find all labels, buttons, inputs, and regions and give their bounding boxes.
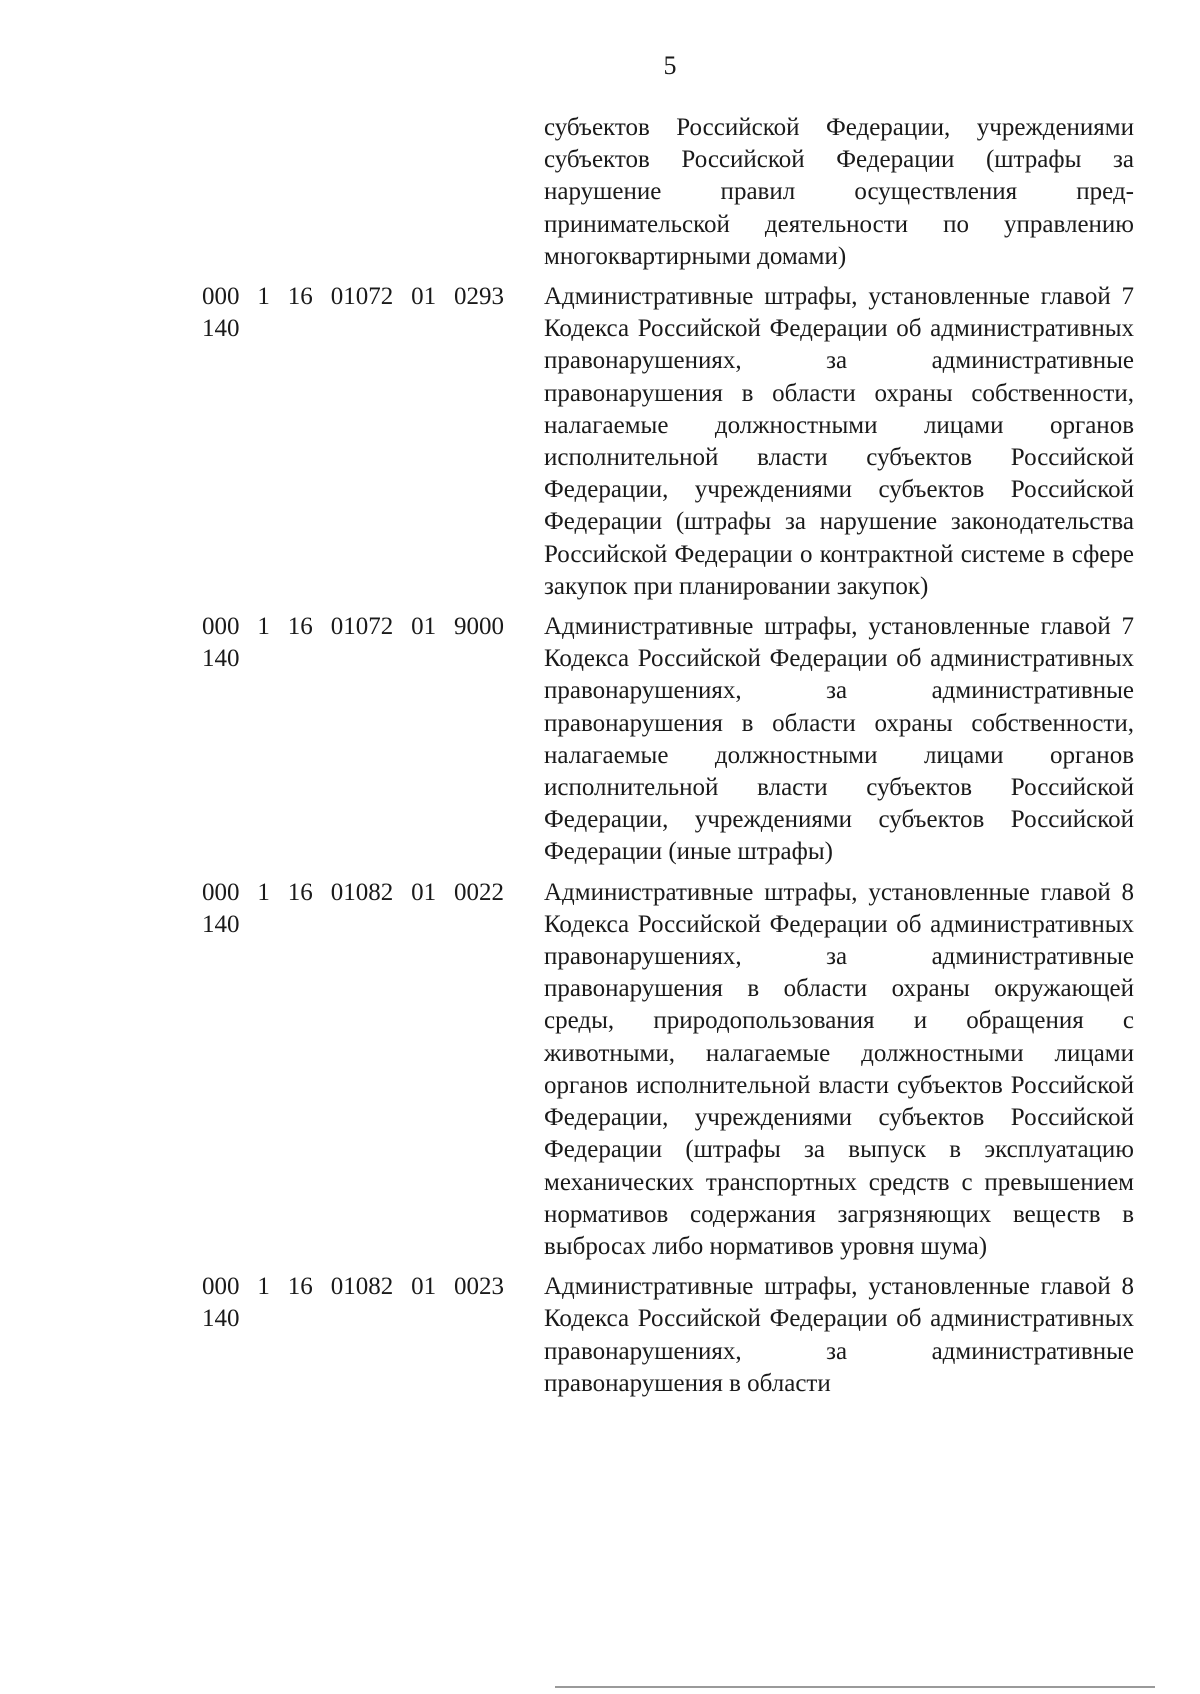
table-row: [202, 611, 1134, 869]
budget-code-line2: 140: [202, 910, 240, 938]
code-description: Административные штрафы, установленные главой 8 Кодекса Российской Федерации об административных правонарушениях, за административные правонарушения в области охраны окружающей среды, природопользования и обращения с животными, налагаемые должностными лицами органов исполнительной власти субъектов Российской Федерации, учреждениями субъектов Российской Федерации (штрафы за выпуск в эксплуатацию механических транспортных средств с превышением нормативов содержания загрязняющих веществ в выбросах либо нормативов уровня шума): [544, 878, 1134, 1260]
budget-code-line1: 000 1 16 01082 01 0023: [202, 1273, 504, 1301]
table-row: [202, 112, 1134, 273]
table-row: [202, 877, 1134, 1263]
code-description: Административные штрафы, установленные главой 7 Кодекса Российской Федерации об административных правонарушениях, за административные правонарушения в области охраны собственности, налагаемые должностными лицами органов исполнительной власти субъектов Российской Федерации, учреждениями субъектов Российской Федерации (иные штрафы): [544, 613, 1134, 866]
bottom-divider: [555, 1686, 1155, 1688]
code-description: Административные штрафы, установленные главой 8 Кодекса Российской Федерации об административных правонарушениях, за административные правонарушения в области: [544, 1273, 1134, 1397]
code-description: субъектов Российской Федерации, учреждениями субъектов Российской Федерации (штрафы за нарушение правил осуществления предпринимательской деятельности по управлению многоквартирными домами): [544, 114, 1134, 270]
code-description: Административные штрафы, установленные главой 7 Кодекса Российской Федерации об административных правонарушениях, за административные правонарушения в области охраны собственности, налагаемые должностными лицами органов исполнительной власти субъектов Российской Федерации, учреждениями субъектов Российской Федерации (штрафы за нарушение законодательства Российской Федерации о контрактной системе в сфере закупок при планировании закупок): [544, 283, 1134, 600]
table-row: [202, 1271, 1134, 1400]
budget-code-line2: 140: [202, 645, 240, 673]
table-row: [202, 281, 1134, 603]
code-table: [202, 112, 1134, 1408]
budget-code-line1: 000 1 16 01072 01 9000: [202, 613, 504, 641]
budget-code-line2: 140: [202, 1305, 240, 1333]
budget-code: [202, 1271, 524, 1335]
page-number: 5: [663, 51, 677, 80]
budget-code: [202, 877, 524, 941]
budget-code: [202, 611, 524, 675]
budget-code-line2: 140: [202, 315, 240, 343]
budget-code-line1: 000 1 16 01082 01 0022: [202, 878, 504, 906]
budget-code: [202, 281, 524, 345]
budget-code-line1: 000 1 16 01072 01 0293: [202, 283, 504, 311]
